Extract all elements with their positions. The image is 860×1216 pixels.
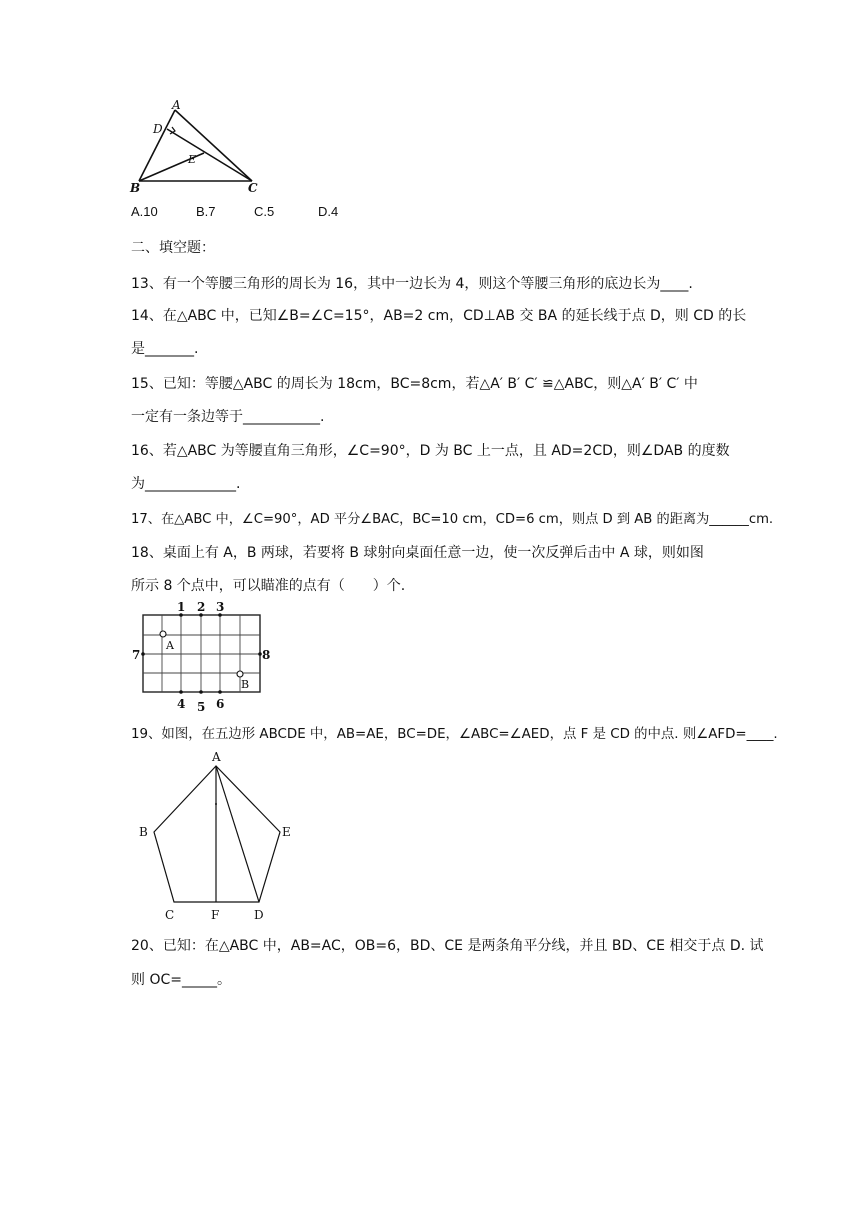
question-14-line2: 是_______. (131, 341, 199, 357)
point-1: 1 (177, 600, 186, 614)
question-16-line1: 16、若△ABC 为等腰直角三角形，∠C=90°，D 为 BC 上一点，且 AD=2CD，则∠DAB 的度数 (131, 443, 730, 459)
question-18-line2: 所示 8 个点中，可以瞄准的点有（ ）个. (131, 578, 406, 594)
ball-a-label: A (166, 639, 174, 652)
option-d: D.4 (318, 204, 339, 219)
ball-a (160, 631, 166, 637)
ball-b (237, 671, 243, 677)
question-17: 17、在△ABC 中，∠C=90°，AD 平分∠BAC，BC=10 cm，CD=6 cm，则点 D 到 AB 的距离为______cm. (131, 512, 774, 527)
question-20-line1: 20、已知：在△ABC 中，AB=AC，OB=6，BD、CE 是两条角平分线，并且 BD、CE 相交于点 D. 试 (131, 938, 764, 954)
label-d: D (254, 908, 264, 922)
point-6: 6 (216, 697, 225, 711)
ball-b-label: B (241, 678, 250, 691)
point-2: 2 (197, 600, 206, 614)
side-ab (139, 110, 175, 181)
segment-cd (167, 129, 252, 181)
label-a: A (212, 750, 221, 764)
section-title: 二、填空题： (131, 240, 215, 256)
question-20-line2: 则 OC=_____。 (131, 972, 231, 988)
question-15-line2: 一定有一条边等于___________. (131, 409, 325, 425)
option-b: B.7 (196, 204, 216, 219)
triangle-figure (128, 98, 268, 198)
option-c: C.5 (254, 204, 275, 219)
side-ac (175, 110, 252, 181)
pentagon-outline (154, 766, 280, 902)
pentagon-figure (132, 748, 302, 923)
question-13: 13、有一个等腰三角形的周长为 16，其中一边长为 4，则这个等腰三角形的底边长为____. (131, 276, 693, 292)
label-e: E (282, 825, 291, 839)
point-3: 3 (216, 600, 225, 614)
point-5: 5 (197, 700, 206, 714)
point-7: 7 (132, 648, 141, 662)
point-8: 8 (262, 648, 271, 662)
question-14-line1: 14、在△ABC 中，已知∠B=∠C=15°，AB=2 cm，CD⊥AB 交 BA 的延长线于点 D，则 CD 的长 (131, 308, 747, 324)
option-a: A.10 (131, 204, 158, 219)
point-4: 4 (177, 697, 186, 711)
question-19: 19、如图，在五边形 ABCDE 中，AB=AE，BC=DE，∠ABC=∠AED，点 F 是 CD 的中点. 则∠AFD=____. (131, 727, 778, 742)
question-18-line1: 18、桌面上有 A，B 两球，若要将 B 球射向桌面任意一边，使一次反弹后击中 A 球，则如图 (131, 545, 704, 561)
label-e: E (188, 153, 197, 166)
segment-ad (216, 766, 259, 902)
billiard-table-figure (128, 598, 273, 714)
label-b: B (139, 825, 148, 839)
label-c: C (165, 908, 175, 922)
label-d: D (153, 122, 163, 136)
label-c: C (248, 181, 258, 195)
label-a: A (172, 98, 181, 112)
label-f: F (211, 908, 220, 922)
question-15-line1: 15、已知：等腰△ABC 的周长为 18cm，BC=8cm，若△A′ B′ C′ ≌△ABC，则△A′ B′ C′ 中 (131, 376, 698, 392)
label-b: B (130, 181, 141, 195)
question-16-line2: 为_____________. (131, 476, 241, 492)
